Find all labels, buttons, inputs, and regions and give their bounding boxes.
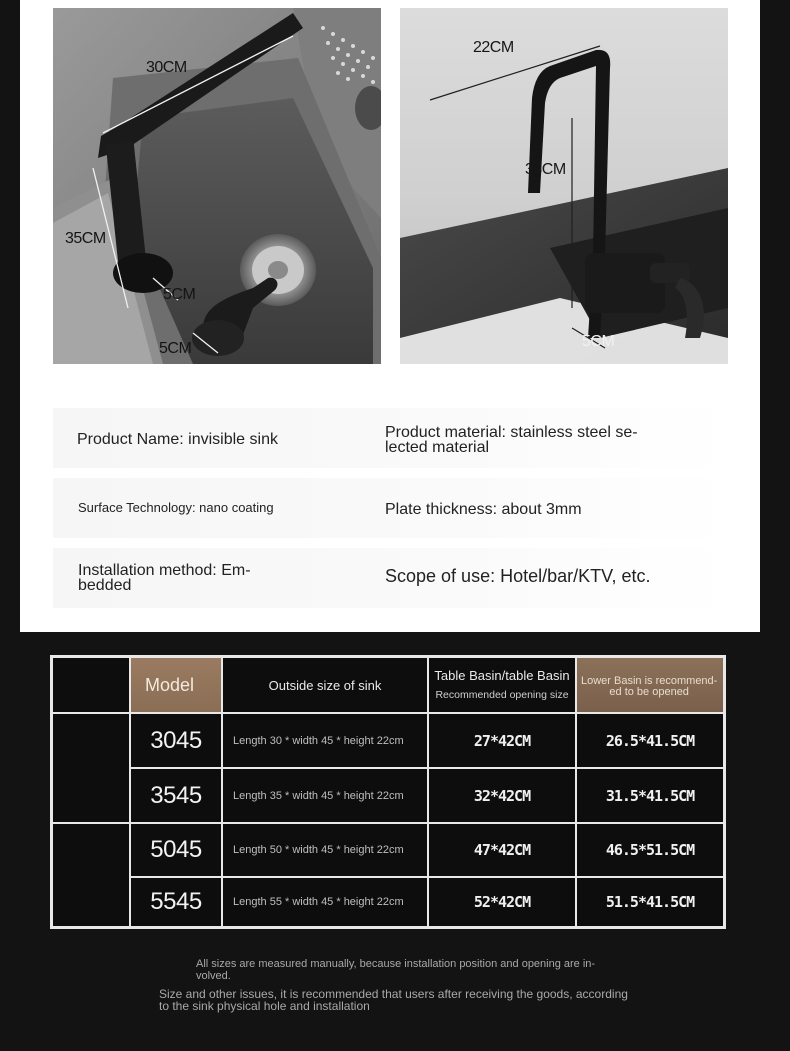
table-corner-cell bbox=[52, 657, 130, 713]
spec-scope-of-use: Scope of use: Hotel/bar/KTV, etc. bbox=[385, 566, 651, 586]
dim-label-33cm: 33CM bbox=[525, 161, 566, 178]
row-1-model: 3045 bbox=[130, 713, 222, 768]
faucet-photo-right bbox=[400, 8, 728, 364]
dim-label-35cm: 35CM bbox=[65, 230, 106, 247]
spec-installation-method: Installation method: Em- bedded bbox=[78, 562, 251, 594]
footnote-measurement: All sizes are measured manually, because installation position and opening are in- volved. bbox=[196, 958, 596, 982]
spec-row-3 bbox=[53, 548, 728, 608]
spec-row-2 bbox=[53, 478, 728, 538]
row-1-table-basin: 27*42CM bbox=[428, 713, 576, 768]
product-info-panel bbox=[20, 0, 760, 632]
row-2-table-basin: 32*42CM bbox=[428, 768, 576, 823]
header-table-basin-sub: Recommended opening size bbox=[435, 689, 569, 701]
faucet-side-view-illustration bbox=[400, 8, 728, 364]
row-4-lower-basin: 51.5*41.5CM bbox=[576, 877, 724, 927]
spec-product-name: Product Name: invisible sink bbox=[77, 431, 278, 448]
footnote-installation: Size and other issues, it is recommended that users after receiving the goods, according to the sink physical hole and installation bbox=[159, 987, 628, 1013]
header-lower-basin: Lower Basin is recommend- ed to be opened bbox=[576, 657, 724, 713]
dim-label-5cm-c: 5CM bbox=[582, 333, 615, 350]
sink-photo-left bbox=[53, 8, 381, 364]
header-table-basin bbox=[428, 657, 576, 713]
sink-top-view-illustration bbox=[53, 8, 381, 364]
row-1-lower-basin: 26.5*41.5CM bbox=[576, 713, 724, 768]
row-2-model: 3545 bbox=[130, 768, 222, 823]
row-4-model: 5545 bbox=[130, 877, 222, 927]
row-4-size: Length 55 * width 45 * height 22cm bbox=[222, 877, 428, 927]
row-2-size: Length 35 * width 45 * height 22cm bbox=[222, 768, 428, 823]
table-left-merged-2 bbox=[52, 823, 130, 927]
dim-label-30cm: 30CM bbox=[146, 59, 187, 76]
spec-surface-technology: Surface Technology: nano coating bbox=[78, 500, 274, 515]
table-left-merged-1 bbox=[52, 713, 130, 823]
header-model: Model bbox=[130, 657, 222, 713]
header-outside-size: Outside size of sink bbox=[222, 657, 428, 713]
row-4-table-basin: 52*42CM bbox=[428, 877, 576, 927]
spec-product-material: Product material: stainless steel se- lected material bbox=[385, 424, 638, 456]
dim-label-5cm-a: 5CM bbox=[163, 286, 196, 303]
dim-label-22cm: 22CM bbox=[473, 39, 514, 56]
header-table-basin-title: Table Basin/table Basin bbox=[434, 668, 570, 683]
row-3-table-basin: 47*42CM bbox=[428, 823, 576, 877]
row-2-lower-basin: 31.5*41.5CM bbox=[576, 768, 724, 823]
row-3-size: Length 50 * width 45 * height 22cm bbox=[222, 823, 428, 877]
size-table bbox=[50, 655, 726, 929]
spec-plate-thickness: Plate thickness: about 3mm bbox=[385, 501, 582, 518]
row-3-lower-basin: 46.5*51.5CM bbox=[576, 823, 724, 877]
spec-row-1 bbox=[53, 408, 728, 468]
row-3-model: 5045 bbox=[130, 823, 222, 877]
dim-label-5cm-b: 5CM bbox=[159, 340, 192, 357]
row-1-size: Length 30 * width 45 * height 22cm bbox=[222, 713, 428, 768]
